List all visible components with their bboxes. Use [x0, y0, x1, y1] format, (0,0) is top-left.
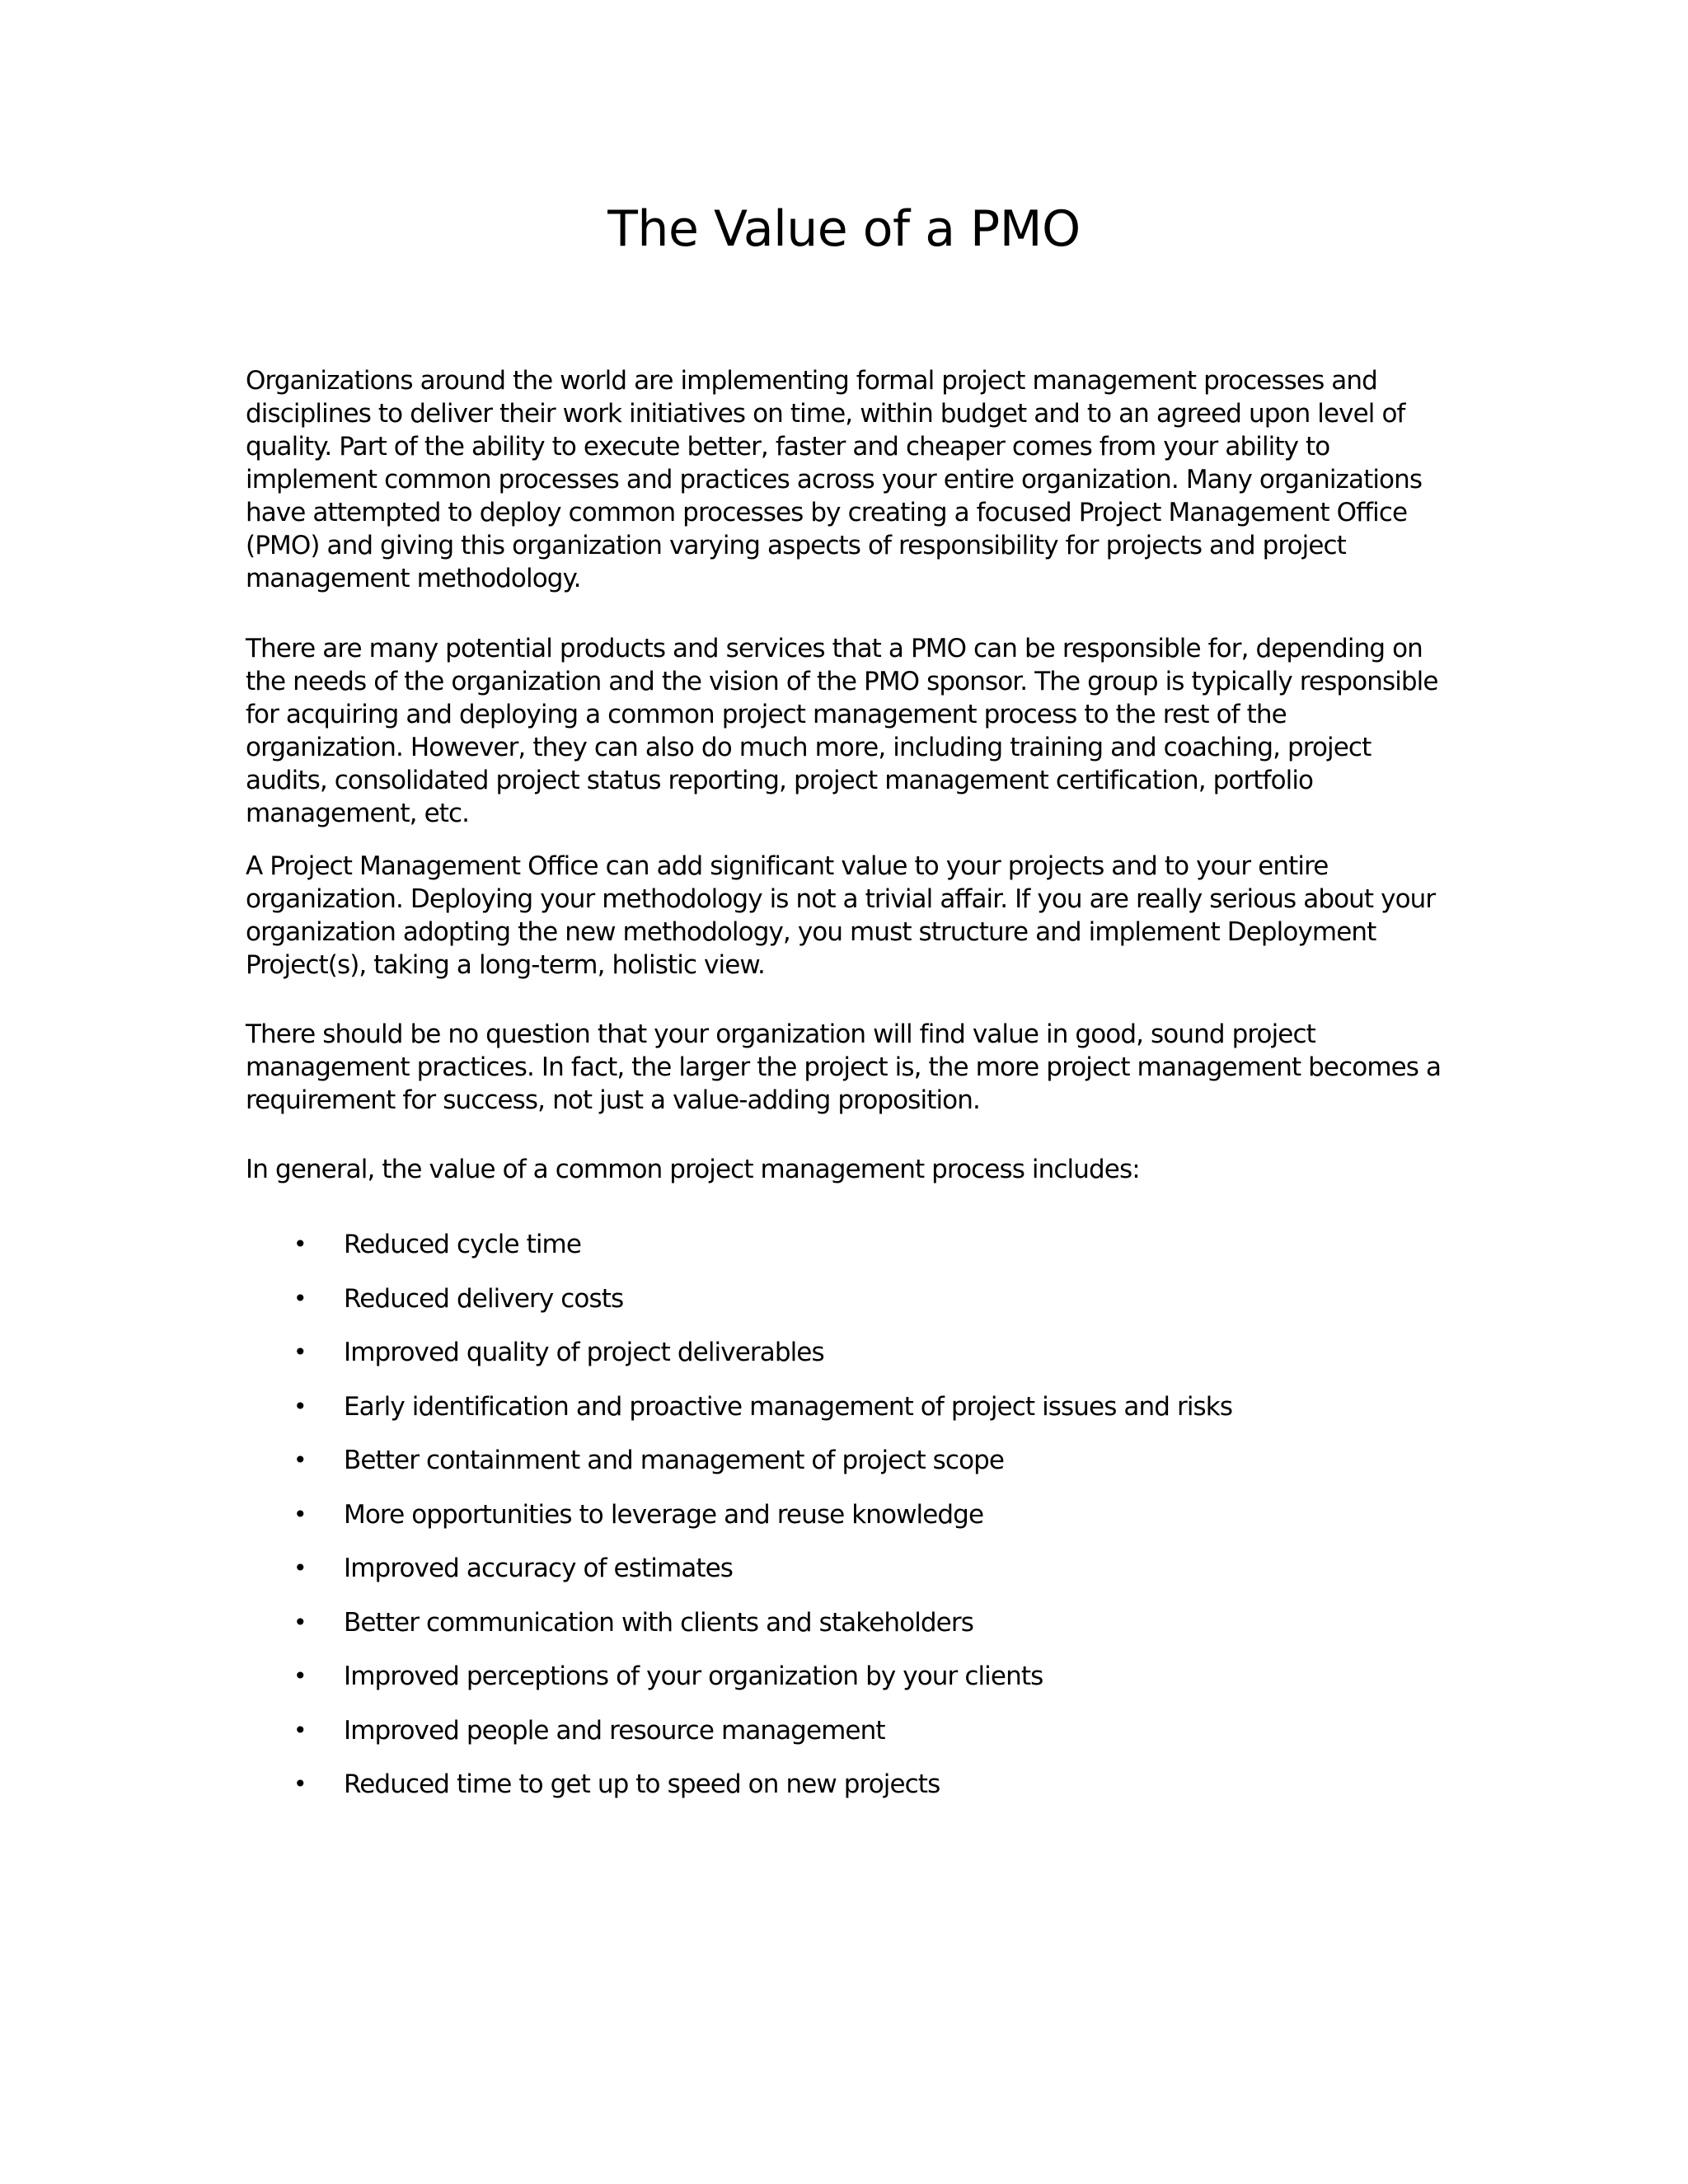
paragraph-pm-practices: There should be no question that your organization will find value in good, sound project management practices. In fact, the larger the project is, the more project management becomes a requirement for success, not just a value-adding proposition.: [246, 1019, 1442, 1115]
list-item: [0, 1228, 1688, 1282]
list-item-text: More opportunities to leverage and reuse knowledge: [344, 1499, 984, 1530]
list-item: [0, 1390, 1688, 1445]
list-item-text: Improved accuracy of estimates: [344, 1554, 734, 1583]
bullet-icon: •: [293, 1230, 307, 1258]
list-item-text: Early identification and proactive management of project issues and risks: [344, 1391, 1233, 1422]
bullet-icon: •: [293, 1554, 307, 1582]
bullet-icon: •: [293, 1662, 307, 1690]
list-item: [0, 1336, 1688, 1390]
bullet-icon: •: [293, 1338, 307, 1366]
page-title: The Value of a PMO: [607, 200, 1081, 258]
paragraph-pmo-value: A Project Management Office can add significant value to your projects and to your entire organization. Deploying your methodology is not a trivial affair. If you are really serious about your organization adopting the new methodology, you must structure and implement Deployment Project(s), taking a long-term, holistic view.: [246, 851, 1436, 980]
benefits-list: [0, 1228, 1688, 1822]
list-item: [0, 1768, 1688, 1822]
list-item-text: Better containment and management of project scope: [344, 1446, 1005, 1475]
bullet-icon: •: [293, 1284, 307, 1312]
list-item: [0, 1660, 1688, 1714]
list-item: [0, 1714, 1688, 1769]
bullet-icon: •: [293, 1392, 307, 1420]
bullet-icon: •: [293, 1500, 307, 1528]
list-item-text: Reduced cycle time: [344, 1230, 582, 1259]
bullet-icon: •: [293, 1446, 307, 1474]
bullet-icon: •: [293, 1608, 307, 1636]
bullet-icon: •: [293, 1770, 307, 1797]
list-item-text: Improved people and resource management: [344, 1715, 885, 1746]
list-item-text: Reduced delivery costs: [344, 1283, 624, 1314]
list-item-text: Reduced time to get up to speed on new projects: [344, 1769, 940, 1799]
paragraph-pmo-intro: Organizations around the world are implementing formal project management processes and disciplines to deliver their work initiatives on time, within budget and to an agreed upon level of quality. Part of the ability to execute better, faster and cheaper comes from your ability to implement common processes and practices across your entire organization. Many organizations have attempted to deploy common processes by creating a focused Project Management Office (PMO) and giving this organization varying aspects of responsibility for projects and project management methodology.: [246, 366, 1423, 593]
list-item: [0, 1498, 1688, 1553]
list-item: [0, 1606, 1688, 1661]
paragraph-pmo-services: There are many potential products and services that a PMO can be responsible for, depending on the needs of the organization and the vision of the PMO sponsor. The group is typically responsible for acquiring and deploying a common project management process to the rest of the organization. However, they can also do much more, including training and coaching, project audits, consolidated project status reporting, project management certification, portfolio management, etc.: [246, 634, 1438, 828]
list-item: [0, 1552, 1688, 1606]
paragraph-list-intro: In general, the value of a common project management process includes:: [246, 1155, 1140, 1184]
list-item-text: Better communication with clients and stakeholders: [344, 1607, 973, 1638]
list-item: [0, 1444, 1688, 1498]
list-item-text: Improved perceptions of your organization by your clients: [344, 1661, 1043, 1691]
list-item: [0, 1282, 1688, 1337]
list-item-text: Improved quality of project deliverables: [344, 1338, 824, 1367]
bullet-icon: •: [293, 1716, 307, 1744]
